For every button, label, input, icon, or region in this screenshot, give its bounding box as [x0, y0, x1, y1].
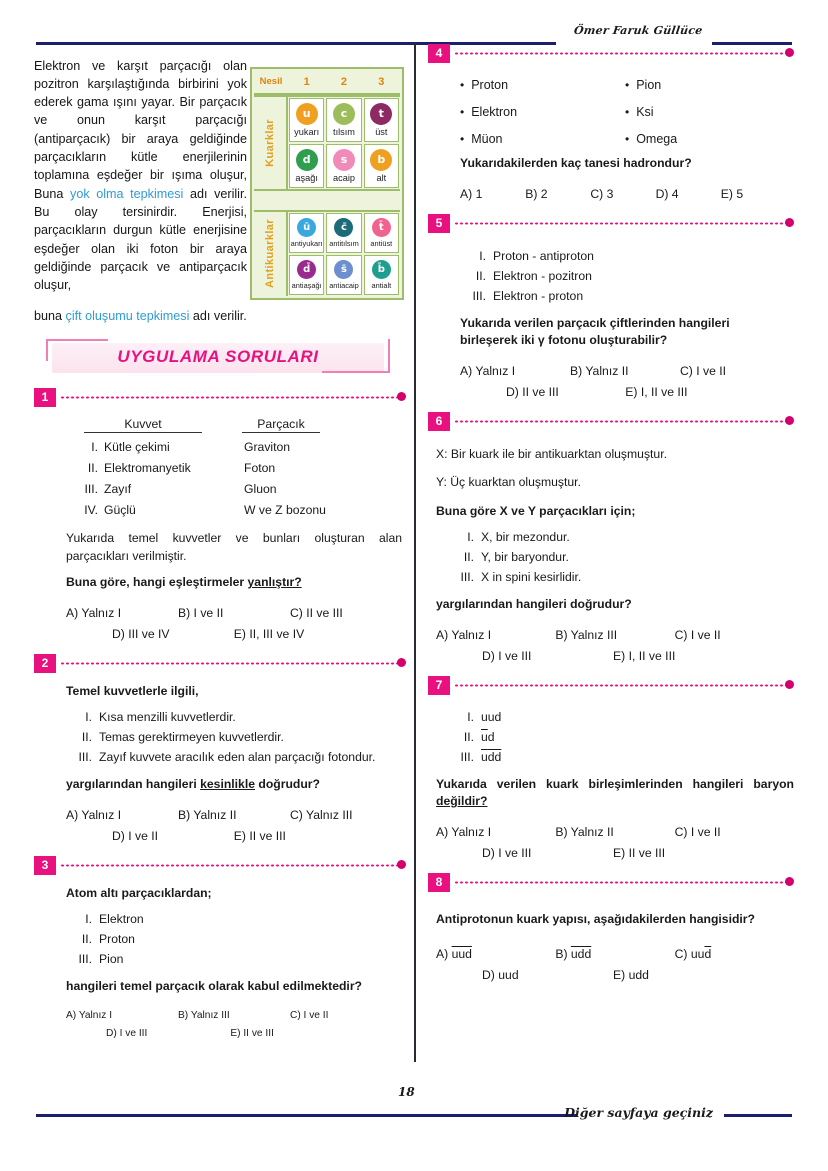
question-1-options: [66, 603, 402, 645]
quark-bubble-t: t: [370, 103, 392, 125]
intro-tail-b: adı verilir.: [189, 309, 247, 324]
q2-prompt-underline: kesinlikle: [200, 777, 255, 792]
question-1-body: [34, 417, 406, 645]
quark-name-c: tılsım: [333, 126, 355, 137]
question-1-table-header: [66, 417, 402, 433]
question-3-end-dot: [397, 860, 406, 869]
intro-highlight-2: çift oluşumu tepkimesi: [65, 309, 190, 324]
q1-option-b[interactable]: B) I ve II: [177, 605, 224, 620]
list-item: [448, 747, 794, 767]
q5-prompt-b: fotonu oluşturabilir?: [544, 333, 668, 347]
table-row: [288, 97, 400, 143]
question-3-prompt: hangileri temel parçacık olarak kabul edilmektedir?: [66, 979, 363, 994]
question-6-body: [428, 446, 794, 667]
q1-row-num: I.: [91, 440, 98, 455]
question-4-prompt: Yukarıdakilerden kaç tanesi hadrondur?: [460, 156, 692, 170]
question-5-options: [460, 361, 790, 403]
footer-rule-left: [36, 1114, 576, 1117]
question-5-bar: [428, 214, 794, 234]
intro-section: [34, 57, 406, 326]
quark-table-header-row: [254, 71, 400, 95]
table-row: [288, 212, 400, 254]
quark-cell: [289, 144, 324, 188]
q2-item-text: Zayıf kuvvete aracılık eden alan parçacığı fotondur.: [99, 750, 376, 765]
banner-corner-bottom-right-h: [322, 371, 390, 373]
question-2-prompt: [66, 776, 402, 794]
q1-row-particle: Gluon: [244, 482, 277, 497]
q6-option-b[interactable]: B) Yalnız III: [555, 627, 618, 642]
quark-name-t: üst: [375, 126, 388, 137]
q2-prompt-a: yargılarından hangileri: [66, 777, 201, 792]
q6-option-d[interactable]: D) I ve III: [482, 648, 532, 663]
question-8-end-dot: [785, 877, 794, 886]
gamma-symbol: γ: [537, 333, 545, 347]
intro-paragraph-tail: [34, 307, 406, 325]
question-1-note: Yukarıda temel kuvvetler ve bunları oluşturan alan parçacıkları verilmiştir.: [66, 531, 402, 563]
banner-corner-top-left-h: [46, 339, 108, 341]
list-item: [460, 266, 790, 286]
antiquark-cell: [326, 255, 361, 295]
q7-option-c[interactable]: C) I ve II: [674, 824, 721, 839]
intro-highlight-1: yok olma tepkimesi: [70, 186, 184, 201]
question-6-number: 6: [428, 412, 450, 431]
question-5-items: [460, 246, 790, 306]
q1-header-force: Kuvvet: [84, 417, 202, 433]
q1-row-force: Kütle çekimi: [104, 440, 170, 455]
q1-option-a[interactable]: A) Yalnız I: [66, 605, 122, 620]
list-item: [66, 727, 402, 747]
q4-option-c[interactable]: C) 3: [590, 186, 614, 201]
quark-table-antiquarks-section: [254, 212, 400, 296]
q8-option-c[interactable]: [675, 944, 794, 965]
q8-d-plain: uud: [498, 968, 519, 982]
list-item: [448, 567, 794, 587]
list-item: [448, 727, 794, 747]
intro-tail-a: buna: [34, 309, 66, 324]
list-item: [66, 929, 402, 949]
q6-option-a[interactable]: A) Yalnız I: [436, 627, 492, 642]
q7-ii-tail: d: [487, 729, 495, 744]
q4-option-b[interactable]: B) 2: [525, 186, 548, 201]
question-6-options: [436, 625, 794, 667]
question-2-items: [66, 707, 402, 767]
q6-item-text: X in spini kesirlidir.: [481, 570, 582, 584]
quark-name-u: yukarı: [294, 126, 320, 137]
question-1-dotted-rule: [60, 396, 398, 399]
antiquark-cell: [326, 213, 361, 253]
footer-rule-right: [724, 1114, 792, 1117]
table-row: [288, 254, 400, 296]
quark-name-b: alt: [376, 172, 387, 183]
antiquark-name-c: antitılsım: [329, 238, 359, 248]
quark-cell: [326, 144, 361, 188]
q8-option-d[interactable]: [482, 965, 613, 986]
question-6-line-x: X: Bir kuark ile bir antikuarktan oluşmuştur.: [436, 446, 667, 461]
question-7-items: [448, 707, 794, 767]
list-item: • Proton: [460, 72, 625, 99]
table-row: [66, 500, 402, 521]
quark-table-gen-1: 1: [288, 71, 325, 93]
q5-item-text: Elektron - proton: [493, 288, 584, 303]
q2-option-b[interactable]: B) Yalnız II: [177, 807, 237, 822]
q1-row-num: IV.: [84, 503, 98, 518]
q1-row-particle: W ve Z bozonu: [244, 503, 326, 518]
question-8-number: 8: [428, 873, 450, 892]
q7-prompt-a: Yukarıda verilen kuark birleşimlerinden hangileri baryon: [436, 776, 794, 791]
antiquark-cell: [364, 213, 399, 253]
quark-table-quarks-section: [254, 95, 400, 189]
q8-e-letter: E): [613, 968, 626, 982]
q2-item-text: Kısa menzilli kuvvetlerdir.: [99, 710, 236, 725]
q2-item-num: II.: [81, 730, 92, 745]
quark-bubble-b: b: [370, 149, 392, 171]
antiquark-cell: [289, 213, 324, 253]
intro-paragraph: [34, 57, 247, 295]
antiquark-bubble-s: s̄: [334, 260, 353, 279]
question-4-number: 4: [428, 44, 450, 63]
intro-text-b: adı verilir. Bu olay tersinirdir. Enerjisi, parçacıkların durgun kütle enerjisine eşdeğer olan iki foton bir araya geldiğinde parçacık ve antiparçacık oluşur,: [34, 186, 247, 293]
question-5-body: [428, 246, 794, 403]
footer-note: Diğer sayfaya geçiniz: [564, 1105, 713, 1120]
list-item: [66, 949, 402, 969]
q3-item-text: Proton: [99, 932, 135, 947]
question-6-intro: Buna göre X ve Y parçacıkları için;: [436, 503, 636, 518]
q7-iii-bar: $\overline{u}$: [481, 749, 488, 764]
q8-e-plain: udd: [628, 968, 649, 982]
q6-item-num: II.: [463, 550, 474, 564]
quark-bubble-u: u: [296, 103, 318, 125]
q7-item-text: [481, 707, 794, 727]
quark-name-d: aşağı: [295, 172, 318, 183]
q6-option-e[interactable]: E) I, II ve III: [613, 648, 676, 663]
q4-bullets-right: [625, 72, 790, 153]
table-row: [66, 458, 402, 479]
question-8-options: [436, 944, 794, 986]
quark-table: [250, 67, 404, 300]
right-column: [428, 44, 794, 986]
question-4-bar: [428, 44, 794, 64]
quark-bubble-c: c: [333, 103, 355, 125]
question-5-prompt: [460, 315, 790, 350]
question-7-dotted-rule: [454, 684, 786, 687]
quark-cell: [326, 98, 361, 142]
list-item: [448, 547, 794, 567]
q1-row-particle: Graviton: [244, 440, 291, 455]
quark-name-s: acaip: [333, 172, 355, 183]
q2-item-num: III.: [78, 750, 92, 765]
q7-option-d[interactable]: D) I ve III: [482, 845, 532, 860]
question-6-dotted-rule: [454, 420, 786, 423]
q3-option-a[interactable]: A) Yalnız I: [66, 1009, 113, 1021]
q7-option-b[interactable]: B) Yalnız II: [555, 824, 614, 839]
question-6-line-y: Y: Üç kuarktan oluşmuştur.: [436, 475, 581, 489]
question-7-options: [436, 822, 794, 864]
q3-item-num: II.: [81, 932, 92, 947]
q2-item-num: I.: [85, 710, 92, 725]
q2-option-e[interactable]: E) II ve III: [233, 828, 286, 843]
question-1-end-dot: [397, 392, 406, 401]
list-item: [448, 707, 794, 727]
list-item: • Ksi: [625, 99, 790, 126]
q5-item-num: I.: [479, 248, 486, 263]
q5-option-b[interactable]: B) Yalnız II: [569, 363, 629, 378]
question-3-items: [66, 909, 402, 969]
question-3-intro: Atom altı parçacıklardan;: [66, 885, 212, 900]
q5-option-d[interactable]: D) II ve III: [506, 384, 559, 399]
list-item: [66, 909, 402, 929]
table-row: [288, 143, 400, 189]
list-item: • Elektron: [460, 99, 625, 126]
q4-option-d[interactable]: D) 4: [655, 186, 679, 201]
q2-option-c[interactable]: C) Yalnız III: [289, 807, 353, 822]
antiquarks-label-text: Antikuarklar: [264, 219, 276, 289]
antiquark-bubble-u: ū: [297, 218, 316, 237]
question-1-prompt: [66, 574, 402, 592]
question-3-dotted-rule: [60, 864, 398, 867]
quark-table-row-label-quarks: [254, 97, 288, 189]
q5-option-e[interactable]: E) I, II ve III: [625, 384, 688, 399]
quark-table-row-label-antiquarks: [254, 212, 288, 296]
question-4-body: [428, 72, 794, 205]
question-6-bar: [428, 412, 794, 432]
author-signature: Ömer Faruk Güllüce: [572, 24, 703, 37]
question-8-bar: [428, 873, 794, 893]
antiquark-cell: [364, 255, 399, 295]
antiquark-bubble-c: c̄: [334, 218, 353, 237]
q1-header-particle: Parçacık: [242, 417, 320, 433]
intro-text-a: Elektron ve karşıt parçacığı olan pozitron karşılaştığında birbirini yok ederek gama ışını yayar. Bir parçacık ve onun karşıt parçacığı (antiparçacık) bir araya geldiğinde parçacıkların kütle enerjilerinin toplamına eşdeğer bir ışıma oluşur, Buna: [34, 58, 247, 201]
q8-b-letter: B): [555, 947, 568, 961]
antiquark-cell: [289, 255, 324, 295]
question-4-end-dot: [785, 48, 794, 57]
q2-prompt-b: doğrudur?: [255, 777, 320, 792]
question-6-prompt: yargılarından hangileri doğrudur?: [436, 597, 632, 611]
question-7-end-dot: [785, 680, 794, 689]
antiquark-name-b: antialt: [371, 280, 392, 290]
question-1-number: 1: [34, 388, 56, 407]
question-1-pair-table: [66, 417, 402, 521]
q3-option-b[interactable]: B) Yalnız III: [177, 1009, 230, 1021]
q6-item-text: X, bir mezondur.: [481, 530, 570, 544]
q1-row-force: Güçlü: [104, 503, 136, 518]
q3-option-c[interactable]: C) I ve II: [289, 1009, 329, 1021]
q7-item-text: [481, 747, 794, 767]
question-8-body: [428, 911, 794, 987]
q1-option-c[interactable]: C) II ve III: [289, 605, 343, 620]
q7-prompt-underline: değildir?: [436, 794, 488, 808]
question-7-number: 7: [428, 676, 450, 695]
q3-item-text: Pion: [99, 952, 124, 967]
q3-option-d[interactable]: D) I ve III: [106, 1027, 148, 1039]
quark-bubble-d: d: [296, 149, 318, 171]
question-2-body: [34, 683, 406, 847]
antiquark-bubble-t: t̄: [372, 218, 391, 237]
quarks-label-text: Kuarklar: [264, 118, 276, 167]
q7-i-plain: uud: [481, 709, 502, 724]
q8-option-e[interactable]: [613, 965, 744, 986]
antiquark-name-u: antiyukarı: [290, 238, 323, 248]
q4-bullets-left: [460, 72, 625, 153]
question-5-end-dot: [785, 218, 794, 227]
q1-row-num: III.: [84, 482, 98, 497]
list-item: • Müon: [460, 126, 625, 153]
q3-option-e[interactable]: E) II ve III: [230, 1027, 274, 1039]
list-item: [460, 246, 790, 266]
question-3-number: 3: [34, 856, 56, 875]
antiquark-name-t: antiüst: [370, 238, 393, 248]
quark-cell: [364, 144, 399, 188]
q8-c-letter: C): [674, 947, 688, 961]
q7-item-num: II.: [463, 729, 474, 744]
q6-item-num: III.: [460, 570, 474, 584]
q7-option-a[interactable]: A) Yalnız I: [436, 824, 492, 839]
question-4-options: [460, 184, 790, 205]
q1-row-force: Zayıf: [104, 482, 132, 497]
banner-title: UYGULAMA SORULARI: [117, 347, 319, 367]
question-2-end-dot: [397, 658, 406, 667]
antiquark-bubble-b: b̄: [372, 260, 391, 279]
question-4-dotted-rule: [454, 52, 786, 55]
quark-table-spacer: [254, 189, 400, 212]
q1-row-force: Elektromanyetik: [104, 461, 191, 476]
q5-item-num: III.: [472, 288, 486, 303]
column-divider: [414, 42, 416, 1062]
list-item: • Pion: [625, 72, 790, 99]
list-item: [66, 747, 402, 767]
q5-option-c[interactable]: C) I ve II: [679, 363, 727, 378]
q7-ii-bar: $\overline{u}$: [481, 729, 488, 744]
quark-table-gen-3: 3: [363, 71, 400, 93]
left-column: [34, 44, 406, 1043]
list-item: [66, 707, 402, 727]
question-2-options: [66, 805, 402, 847]
q7-option-e[interactable]: E) II ve III: [613, 845, 666, 860]
question-4-bullet-grid: [460, 72, 790, 153]
question-6-items: [448, 527, 794, 587]
question-8-prompt: Antiprotonun kuark yapısı, aşağıdakilerden hangisidir?: [436, 911, 755, 926]
question-2-intro: Temel kuvvetlerle ilgili,: [66, 683, 199, 698]
question-8-dotted-rule: [454, 881, 786, 884]
q5-option-a[interactable]: A) Yalnız I: [460, 363, 516, 378]
question-5-dotted-rule: [454, 222, 786, 225]
q1-prompt-a: Buna göre, hangi eşleştirmeler: [66, 575, 248, 590]
q2-option-a[interactable]: A) Yalnız I: [66, 807, 122, 822]
quark-table-corner-label: Nesil: [254, 71, 288, 93]
q8-a-letter: A): [436, 947, 449, 961]
question-6-end-dot: [785, 416, 794, 425]
q6-item-num: I.: [467, 530, 474, 544]
q7-item-num: III.: [460, 749, 474, 764]
q3-item-text: Elektron: [99, 912, 144, 927]
quark-bubble-s: s: [333, 149, 355, 171]
q8-c-plain: uu: [690, 947, 705, 961]
q3-item-num: III.: [78, 952, 92, 967]
q4-option-e[interactable]: E) 5: [720, 186, 744, 201]
q7-item-text: [481, 727, 794, 747]
question-2-dotted-rule: [60, 662, 398, 665]
table-row: [66, 437, 402, 458]
quark-table-gen-2: 2: [325, 71, 362, 93]
q6-item-text: Y, bir baryondur.: [481, 550, 569, 564]
question-7-body: [428, 707, 794, 864]
question-3-body: [34, 885, 406, 1043]
q1-row-num: II.: [87, 461, 98, 476]
list-item: • Omega: [625, 126, 790, 153]
antiquark-name-d: antiaşağı: [291, 280, 322, 290]
q6-option-c[interactable]: C) I ve II: [674, 627, 721, 642]
question-7-bar: [428, 676, 794, 696]
q8-d-letter: D): [482, 968, 495, 982]
q1-row-particle: Foton: [244, 461, 276, 476]
q1-option-d[interactable]: D) III ve IV: [112, 626, 170, 641]
table-row: [66, 479, 402, 500]
q5-item-num: II.: [475, 268, 486, 283]
q1-prompt-underline: yanlıştır?: [247, 575, 302, 590]
q8-option-a[interactable]: [436, 944, 555, 965]
question-3-options: [66, 1007, 402, 1043]
q2-option-d[interactable]: D) I ve II: [112, 828, 159, 843]
list-item: [460, 286, 790, 306]
q4-option-a[interactable]: A) 1: [460, 186, 483, 201]
quark-cell: [289, 98, 324, 142]
question-5-number: 5: [428, 214, 450, 233]
question-1-bar: [34, 388, 406, 408]
q8-option-b[interactable]: [555, 944, 674, 965]
q5-item-text: Proton - antiproton: [493, 248, 594, 263]
quark-cell: [364, 98, 399, 142]
q5-prompt-a: Yukarıda verilen parçacık çiftlerinden hangileri birleşerek iki: [460, 315, 730, 347]
q3-item-num: I.: [85, 912, 92, 927]
q2-item-text: Temas gerektirmeyen kuvvetlerdir.: [99, 730, 284, 745]
antiquark-bubble-d: d̄: [297, 260, 316, 279]
question-7-prompt: [436, 776, 794, 811]
question-2-bar: [34, 654, 406, 674]
q1-option-e[interactable]: E) II, III ve IV: [233, 626, 305, 641]
q8-b-bar: $\overline{udd}$: [570, 947, 592, 961]
q7-iii-bar2: $\overline{dd}$: [487, 749, 502, 764]
page-number: 18: [398, 1085, 415, 1099]
q8-c-bar: $\overline{d}$: [704, 947, 712, 961]
uygulama-sorulari-banner: [42, 339, 394, 379]
list-item: [448, 527, 794, 547]
q7-item-num: I.: [467, 709, 474, 724]
question-3-bar: [34, 856, 406, 876]
antiquark-name-s: antiacaip: [329, 280, 359, 290]
q8-a-bar: $\overline{uud}$: [451, 947, 472, 961]
q5-item-text: Elektron - pozitron: [493, 268, 592, 283]
question-2-number: 2: [34, 654, 56, 673]
